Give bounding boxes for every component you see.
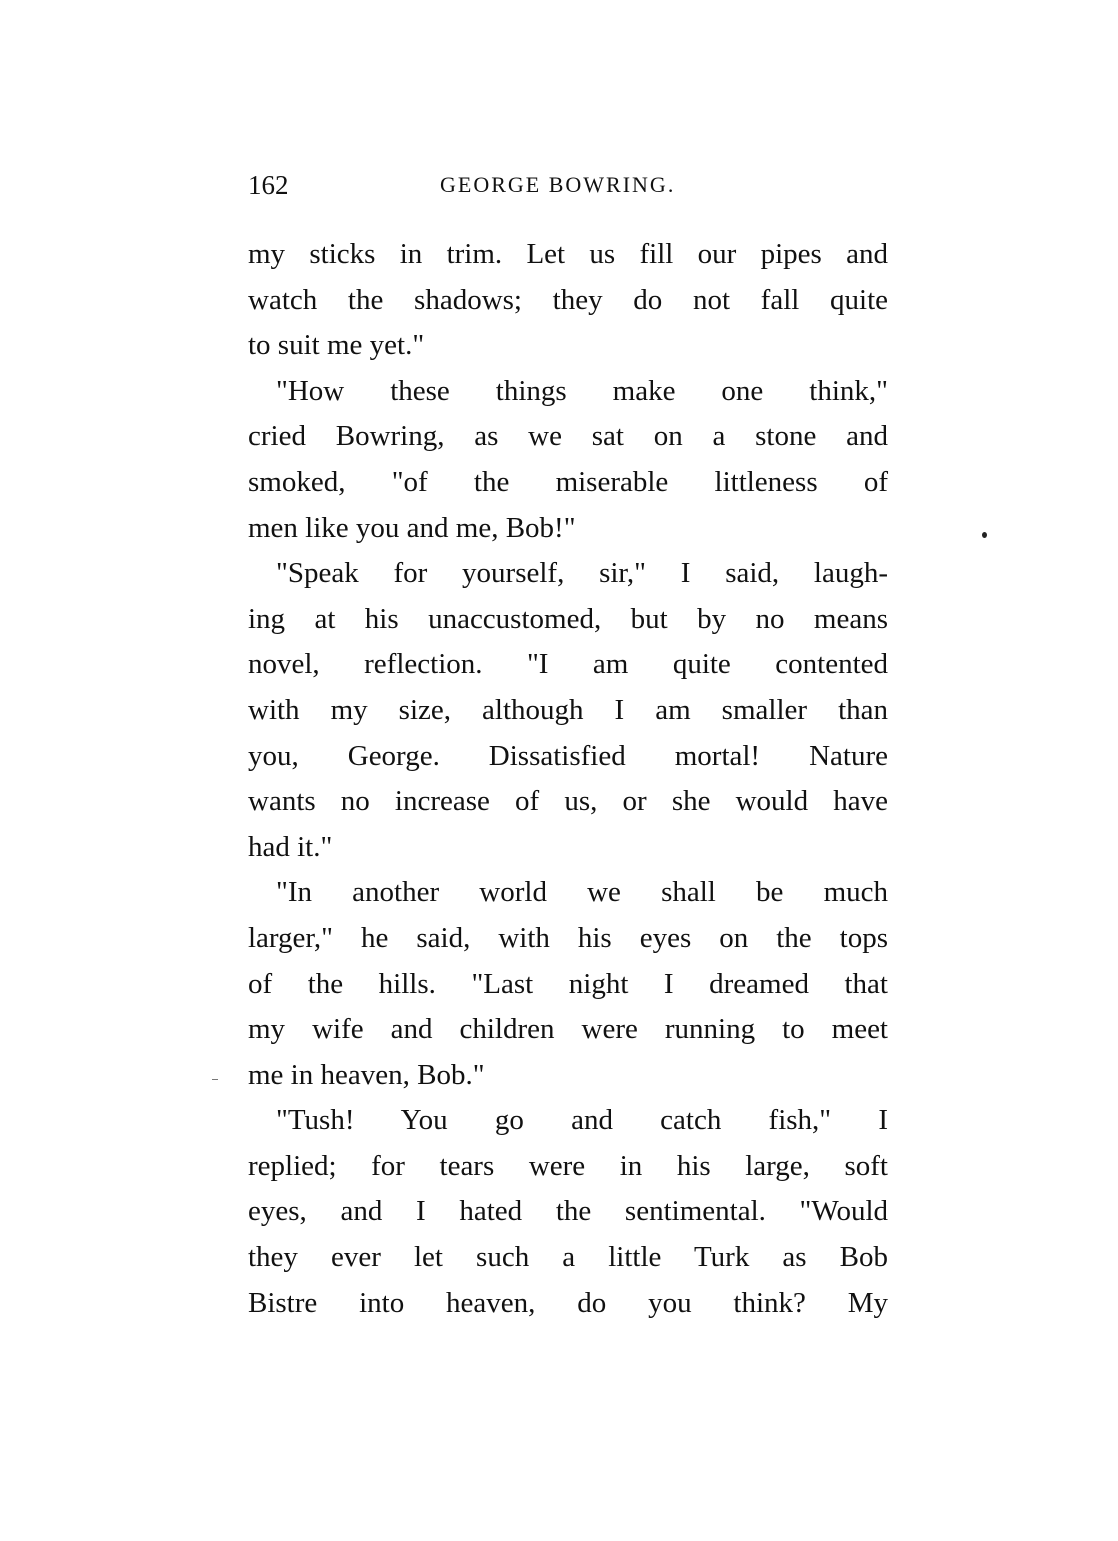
text-line: men like you and me, Bob!" [248,511,576,544]
text-line: you, George. Dissatisfied mortal! Nature [248,739,888,772]
text-line: "Speak for yourself, sir," I said, laugh- [276,557,888,590]
text-line: cried Bowring, as we sat on a stone and [248,420,888,453]
running-head [248,170,888,210]
text-line: with my size, although I am smaller than [248,693,888,726]
text-line: wants no increase of us, or she would have [248,785,888,818]
text-line: of the hills. "Last night I dreamed that [248,967,888,1000]
page-number: 162 [248,170,289,200]
text-line: larger," he said, with his eyes on the tops [248,921,888,954]
text-line: "Tush! You go and catch fish," I [276,1104,888,1137]
text-line: "In another world we shall be much [276,876,888,909]
margin-mark [212,1079,218,1080]
text-line: Bistre into heaven, do you think? My [248,1286,888,1319]
text-line: novel, reflection. "I am quite contented [248,648,888,681]
text-line: they ever let such a little Turk as Bob [248,1241,888,1274]
text-line: me in heaven, Bob." [248,1058,485,1091]
running-title: GEORGE BOWRING. [440,172,676,197]
ink-speck [982,532,987,538]
text-line: watch the shadows; they do not fall quite [248,283,888,316]
text-line: eyes, and I hated the sentimental. "Would [248,1195,888,1228]
text-line: had it." [248,830,333,863]
text-line: replied; for tears were in his large, soft [248,1149,888,1182]
text-line: "How these things make one think," [276,374,888,407]
text-line: smoked, "of the miserable littleness of [248,465,888,498]
body-text [248,232,888,1326]
text-line: my sticks in trim. Let us fill our pipes and [248,238,888,270]
text-line: ing at his unaccustomed, but by no means [248,602,888,635]
text-line: to suit me yet." [248,329,425,362]
text-line: my wife and children were running to meet [248,1013,888,1046]
